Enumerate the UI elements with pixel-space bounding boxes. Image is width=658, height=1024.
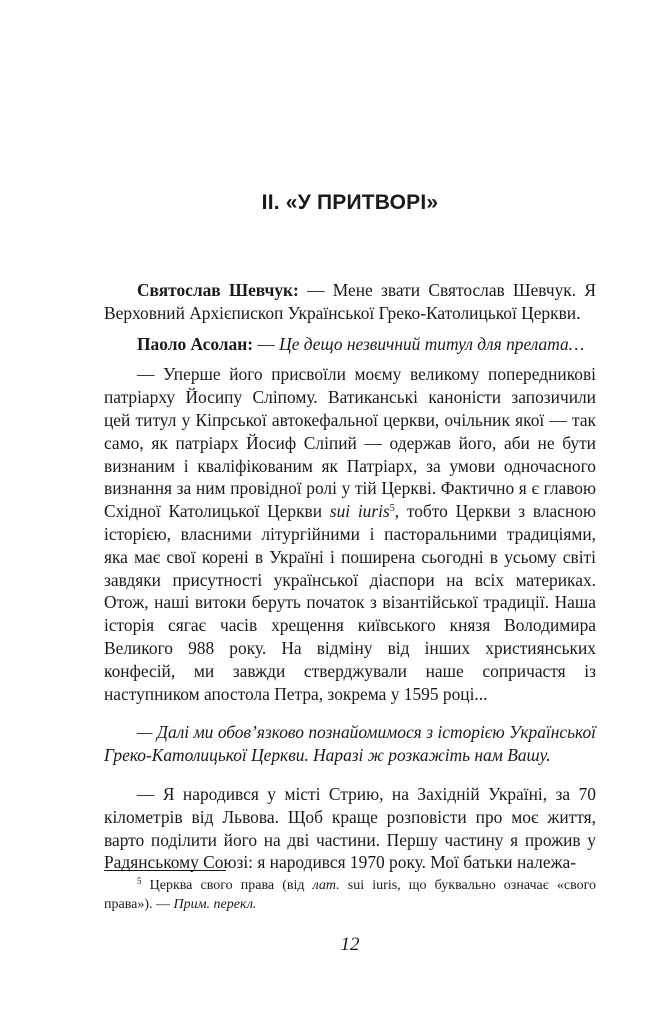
- paragraph-answer: [104, 783, 596, 874]
- footnote: [104, 876, 596, 914]
- paragraph-intro: [104, 279, 596, 325]
- footnote-abbrev: лат.: [312, 878, 340, 893]
- footnote-text: sui iuris, що буквально означає «свого права»). —: [104, 878, 596, 912]
- speaker-name: Паоло Асолан:: [137, 333, 254, 354]
- speaker-name: Святослав Шевчук:: [137, 280, 299, 300]
- footnote-ref: 5: [389, 503, 395, 515]
- question-text: — Далі ми обов’язково познайомимося з історією Української Греко-Католицької Церкви. Наразі ж розкажіть нам Вашу.: [104, 722, 596, 766]
- page-number: 12: [340, 934, 360, 955]
- paragraph-question: [104, 333, 596, 356]
- footnote-text: Церква свого права (від: [141, 878, 313, 893]
- paragraph-question: [104, 721, 596, 767]
- page-body: [104, 279, 596, 874]
- paragraph-text: — Мене звати Святослав Шевчук. Я Верховний Архієпископ Української Греко-Католицької Церкви.: [104, 280, 596, 323]
- paragraph-answer: [104, 363, 596, 705]
- footnote-credit: Прим. перекл.: [173, 897, 257, 912]
- paragraph-text: — Я народився у місті Стрию, на Західній Україні, за 70 кілометрів від Львова. Щоб краще розповісти про моє життя, варто поділити його на дві частини. Першу частину я прожив у Радянському Союзі: я народився 1970 року. Мої батьки належа-: [104, 783, 596, 873]
- paragraph-text: , тобто Церкви з власною історією, власними літургійними і пасторальними традиціями, яка має свої корені в Україні і поширена сьогодні в усьому світі завдяки присутності української діаспори на всіх материках. Отож, наші витоки беруть початок з візантійської традиції. Наша історія сягає часів хрещення київського князя Володимира Великого 988 року. На відміну від інших християнських конфесій, ми завжди стверджували наше сопричастя із наступником апостола Петра, зокрема у 1595 році...: [104, 501, 596, 704]
- paragraph-text: — Уперше його присвоїли моєму великому попередникові патріарху Йосипу Сліпому. Ватиканські каноністи запозичили цей титул у Кіпрської автокефальної церкви, очільник якої — так само, як патріарх Йосиф Сліпий — одержав його, аби не бути визнаним і кваліфікованим як Патріарх, за умови одночасного визнання за ним провідної ролі у тій Церкві. Фактично я є главою Східної Католицької Церкви: [104, 364, 596, 522]
- latin-term: sui iuris: [329, 501, 390, 522]
- question-text: Це дещо незвичний титул для прелата…: [279, 333, 585, 354]
- book-page: [104, 0, 596, 1024]
- chapter-title: ІІ. «У ПРИТВОРІ»: [261, 191, 439, 214]
- footnote-divider: [104, 870, 226, 871]
- dash: —: [253, 333, 280, 354]
- footnote-mark: 5: [137, 876, 142, 886]
